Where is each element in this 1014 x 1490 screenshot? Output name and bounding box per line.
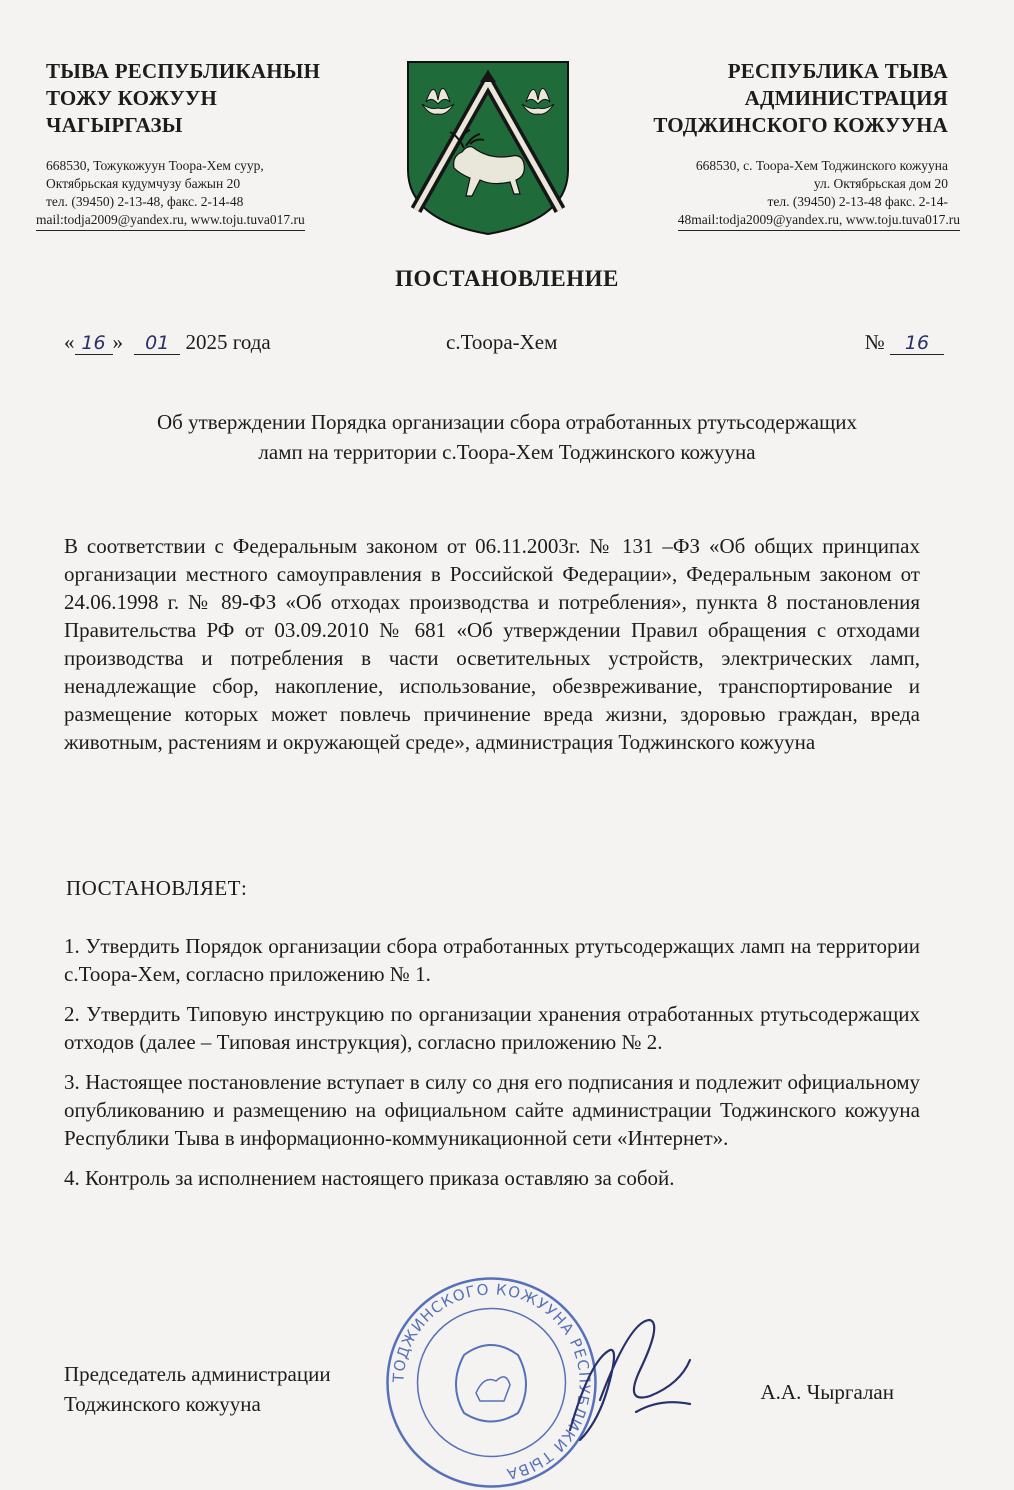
header-left — [36, 58, 376, 231]
preamble — [64, 532, 920, 756]
subject-line: Об утверждении Порядка организации сбора отработанных ртутьсодержащих — [157, 410, 857, 434]
address-tuvan — [36, 157, 376, 231]
header-right — [588, 58, 960, 231]
subject-line: ламп на территории с.Тоора-Хем Тоджинского кожууна — [258, 440, 756, 464]
quote-mark: « — [64, 330, 75, 354]
org-name-tuvan-line: ТОЖУ КОЖУУН — [46, 86, 218, 110]
address-contact: 48mail:todja2009@yandex.ru, www.toju.tuva017.ru — [678, 211, 960, 231]
date-year: 2025 года — [185, 330, 271, 354]
org-name-russian-line: АДМИНИСТРАЦИЯ — [744, 86, 948, 110]
date-line — [64, 330, 944, 360]
address-line: 668530, с. Тоора-Хем Тоджинского кожууна — [695, 158, 948, 173]
signatory-name: А.А. Чыргалан — [760, 1380, 894, 1404]
signatory-position — [64, 1359, 331, 1419]
preamble-text: В соответствии с Федеральным законом от 06.11.2003г. № 131 –ФЗ «Об общих принципах организации местного самоуправления в Российской Федерации», Федеральным законом от 24.06.1998 г. № 89-ФЗ «Об отходах производства и потребления», пункта 8 постановления Правительства РФ от 03.09.2010 № 681 «Об утверждении Правил обращения с отходами производства и потребления в части осветительных устройств, электрических ламп, ненадлежащие сбор, накопление, использование, обезвреживание, транспортирование и размещение которых может повлечь причинение вреда жизни, здоровью граждан, вреда животным, растениям и окружающей среде», администрация Тоджинского кожууна — [64, 534, 920, 754]
document-date — [64, 330, 271, 355]
address-line: 668530, Тожукожуун Тоора-Хем суур, — [46, 158, 264, 173]
decree-item: 1. Утвердить Порядок организации сбора отработанных ртутьсодержащих ламп на территории с.Тоора-Хем, согласно приложению № 1. — [64, 934, 920, 986]
document-subject — [60, 407, 954, 467]
decree-item: 3. Настоящее постановление вступает в силу со дня его подписания и подлежит официальному опубликованию и размещению на официальном сайте администрации Тоджинского кожууна Республики Тыва в информационно-коммуникационной сети «Интернет». — [64, 1070, 920, 1150]
decree-items — [64, 932, 920, 1204]
org-name-tuvan-line: ЧАГЫРГАЗЫ — [46, 113, 183, 137]
address-contact: mail:todja2009@yandex.ru, www.toju.tuva017.ru — [36, 211, 305, 231]
stamp-text: ТОДЖИНСКОГО КОЖУУНА РЕСПУБЛИКИ ТЫВА — [389, 1280, 594, 1484]
signatory-position-line: Тоджинского кожууна — [64, 1392, 261, 1416]
org-name-russian-line: ТОДЖИНСКОГО КОЖУУНА — [653, 113, 948, 137]
document-place: с.Тоора-Хем — [446, 330, 558, 354]
coat-of-arms-emblem — [404, 60, 572, 236]
address-line: ул. Октябрьская дом 20 — [813, 176, 948, 191]
address-line: Октябрьская кудумчузу бажын 20 — [46, 176, 241, 191]
number-label: № — [864, 330, 885, 354]
decree-item: 2. Утвердить Типовую инструкцию по организации хранения отработанных ртутьсодержащих отходов (далее – Типовая инструкция), согласно приложению № 2. — [64, 1002, 920, 1054]
decree-heading: ПОСТАНОВЛЯЕТ: — [66, 876, 248, 900]
document-title: ПОСТАНОВЛЕНИЕ — [395, 266, 619, 291]
number-handwritten: 16 — [890, 332, 944, 355]
address-line: тел. (39450) 2-13-48 факс. 2-14- — [767, 194, 948, 209]
document-number — [865, 330, 944, 355]
org-name-russian-line: РЕСПУБЛИКА ТЫВА — [727, 59, 948, 83]
handwritten-signature — [540, 1300, 710, 1450]
address-russian — [588, 157, 960, 231]
org-name-tuvan-line: ТЫВА РЕСПУБЛИКАНЫН — [46, 59, 321, 83]
date-month-handwritten: 01 — [134, 332, 180, 355]
quote-mark: » — [112, 330, 123, 354]
date-day-handwritten: 16 — [75, 332, 113, 355]
signatory-position-line: Председатель администрации — [64, 1362, 331, 1386]
address-line: тел. (39450) 2-13-48, факс. 2-14-48 — [46, 194, 244, 209]
decree-item: 4. Контроль за исполнением настоящего приказа оставляю за собой. — [64, 1166, 675, 1190]
